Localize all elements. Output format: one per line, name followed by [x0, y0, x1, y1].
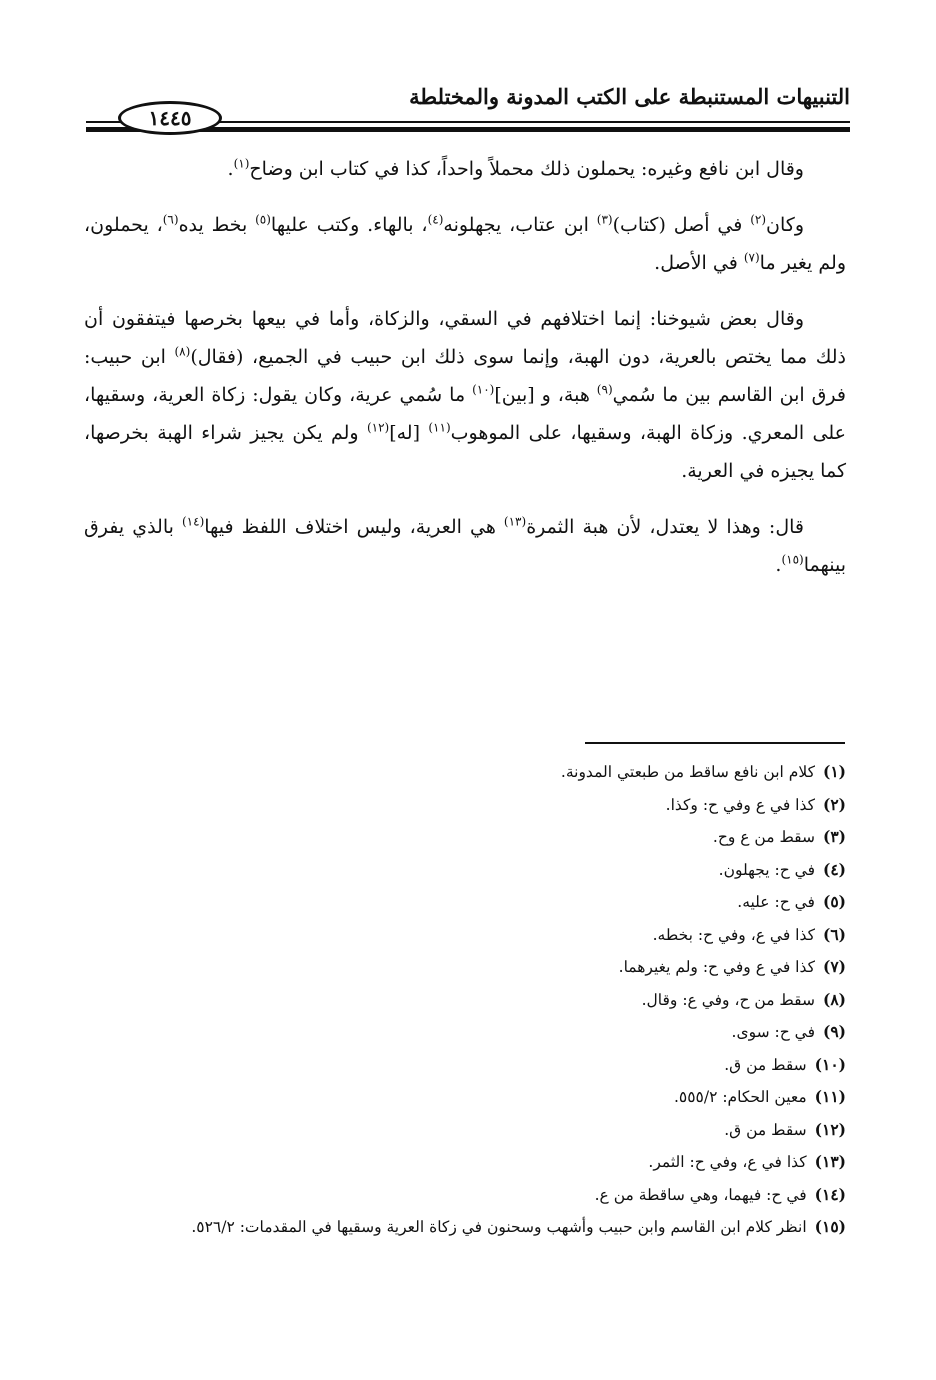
- text: ابن حبيب: فرق ابن القاسم بين ما سُمي: [84, 346, 846, 406]
- text: ابن عتاب، يجهلونه: [443, 214, 597, 236]
- footnote-text: كذا في ع وفي ح: ولم يغيرهما.: [618, 958, 815, 976]
- footnote-ref: (٧): [743, 250, 760, 265]
- footnote: [84, 886, 846, 919]
- footnote-ref: (١٠): [472, 382, 495, 397]
- text: .: [775, 554, 782, 576]
- footnote-number: (٢): [822, 794, 846, 814]
- text: [له]: [389, 422, 429, 444]
- footnote-text: سقط من ع وح.: [712, 828, 815, 846]
- footnote-ref: (٥): [255, 212, 271, 227]
- footnote-ref: (٣): [596, 212, 613, 227]
- text: ما سُمي عرية، وكان يقول: زكاة العرية، وسقيها، على المعري. وزكاة الهبة، وسقيها، على الموهوب: [84, 384, 846, 444]
- footnote-ref: (١١): [428, 420, 451, 435]
- footnote-text: معين الحكام: ٥٥٥/٢.: [673, 1088, 807, 1106]
- text: ، يحملون، ولم يغير ما: [84, 214, 846, 274]
- paragraph-1: [84, 150, 846, 188]
- paragraph-3: [84, 300, 846, 490]
- footnote-text: سقط من ق.: [724, 1055, 807, 1074]
- footnote-number: (١٥): [814, 1217, 846, 1236]
- text: هي العرية، وليس اختلاف اللفظ فيها: [204, 516, 504, 538]
- footnote-text: في ح: عليه.: [737, 893, 815, 911]
- footnote-number: (١١): [814, 1087, 846, 1106]
- footnote-text: سقط من ح، وفي ع: وقال.: [641, 990, 815, 1009]
- text: بخط يده: [178, 214, 256, 236]
- text: ، بالهاء. وكتب عليها: [270, 214, 428, 236]
- footnote-number: (١٣): [814, 1152, 846, 1171]
- footnote-text: كذا في ع وفي ح: وكذا.: [665, 795, 815, 814]
- footnote-ref: (٩): [596, 382, 613, 397]
- paragraph-2: [84, 206, 846, 282]
- text: وقال بعض شيوخنا: إنما اختلافهم في السقي، والزكاة، وأما في بيعها بخرصها فيتفقون أن ذلك مما يختص بالعرية، دون الهبة، وإنما سوى ذلك ابن حبيب في الجميع، (فقال): [84, 308, 846, 368]
- footnote-number: (١٠): [814, 1054, 846, 1074]
- text: قال: وهذا لا يعتدل، لأن هبة الثمرة: [526, 516, 805, 538]
- footnote-ref: (١): [233, 156, 250, 171]
- footnote-number: (١٢): [814, 1119, 846, 1139]
- footnote: [84, 1179, 846, 1212]
- footnote-separator: [585, 742, 845, 744]
- footnote-ref: (٨): [174, 344, 191, 359]
- footnote-ref: (٤): [427, 212, 444, 227]
- footnote-text: في ح: فيهما، وهي ساقطة من ع.: [594, 1185, 807, 1204]
- footnote: [84, 984, 846, 1017]
- footnote-text: كلام ابن نافع ساقط من طبعتي المدونة.: [560, 763, 815, 781]
- footnote-ref: (١٣): [503, 514, 527, 529]
- text: هبة، و [بين]: [494, 384, 597, 406]
- footnotes: [84, 756, 846, 1244]
- running-title: التنبيهات المستنبطة على الكتب المدونة والمختلطة: [409, 84, 850, 109]
- footnote-text: في ح: يجهلون.: [718, 860, 815, 879]
- footnote: [84, 1114, 846, 1147]
- text: ولم يكن يجيز شراء الهبة بخرصها، كما يجيزه في العرية.: [84, 422, 846, 482]
- footnote: [84, 919, 846, 952]
- paragraph-4: [84, 508, 846, 584]
- footnote: [84, 1081, 846, 1114]
- text: في أصل (كتاب): [612, 214, 751, 236]
- footnote-text: كذا في ع، وفي ح: بخطه.: [652, 925, 815, 944]
- footnote-number: (٤): [822, 859, 846, 879]
- footnote-number: (٦): [822, 924, 846, 944]
- footnote-number: (٩): [822, 1022, 846, 1041]
- footnote-number: (١): [822, 762, 846, 781]
- footnote-ref: (١٢): [366, 420, 390, 435]
- footnote-number: (٨): [822, 989, 846, 1009]
- footnote: [84, 821, 846, 854]
- page-number: ١٤٤٥: [118, 101, 222, 135]
- text: بالذي يفرق بينهما: [84, 516, 846, 576]
- footnote-text: كذا في ع، وفي ح: الثمر.: [648, 1153, 807, 1171]
- footnote-ref: (٦): [162, 212, 179, 227]
- footnote-text: انظر كلام ابن القاسم وابن حبيب وأشهب وسحنون في زكاة العرية وسقيها في المقدمات: ٥٢٦/٢.: [191, 1218, 807, 1236]
- text: .: [227, 158, 234, 180]
- footnote-ref: (١٤): [181, 514, 205, 529]
- footnote-number: (٧): [822, 957, 846, 976]
- footnote: [84, 756, 846, 789]
- footnote-number: (١٤): [814, 1184, 846, 1204]
- footnote: [84, 789, 846, 822]
- footnote-text: في ح: سوى.: [731, 1023, 815, 1041]
- footnote-ref: (٢): [750, 212, 767, 227]
- footnote-ref: (١٥): [781, 552, 804, 567]
- footnote: [84, 854, 846, 887]
- text: وقال ابن نافع وغيره: يحملون ذلك محملاً واحداً، كذا في كتاب ابن وضاح: [249, 158, 804, 180]
- footnote-number: (٥): [822, 892, 846, 911]
- footnote: [84, 1016, 846, 1049]
- main-text: [84, 150, 846, 602]
- footnote: [84, 1146, 846, 1179]
- footnote: [84, 951, 846, 984]
- footnote: [84, 1049, 846, 1082]
- text: في الأصل.: [654, 252, 744, 274]
- text: وكان: [766, 214, 804, 236]
- footnote-number: (٣): [822, 827, 846, 846]
- footnote-text: سقط من ق.: [724, 1120, 807, 1139]
- footnote: [84, 1211, 846, 1244]
